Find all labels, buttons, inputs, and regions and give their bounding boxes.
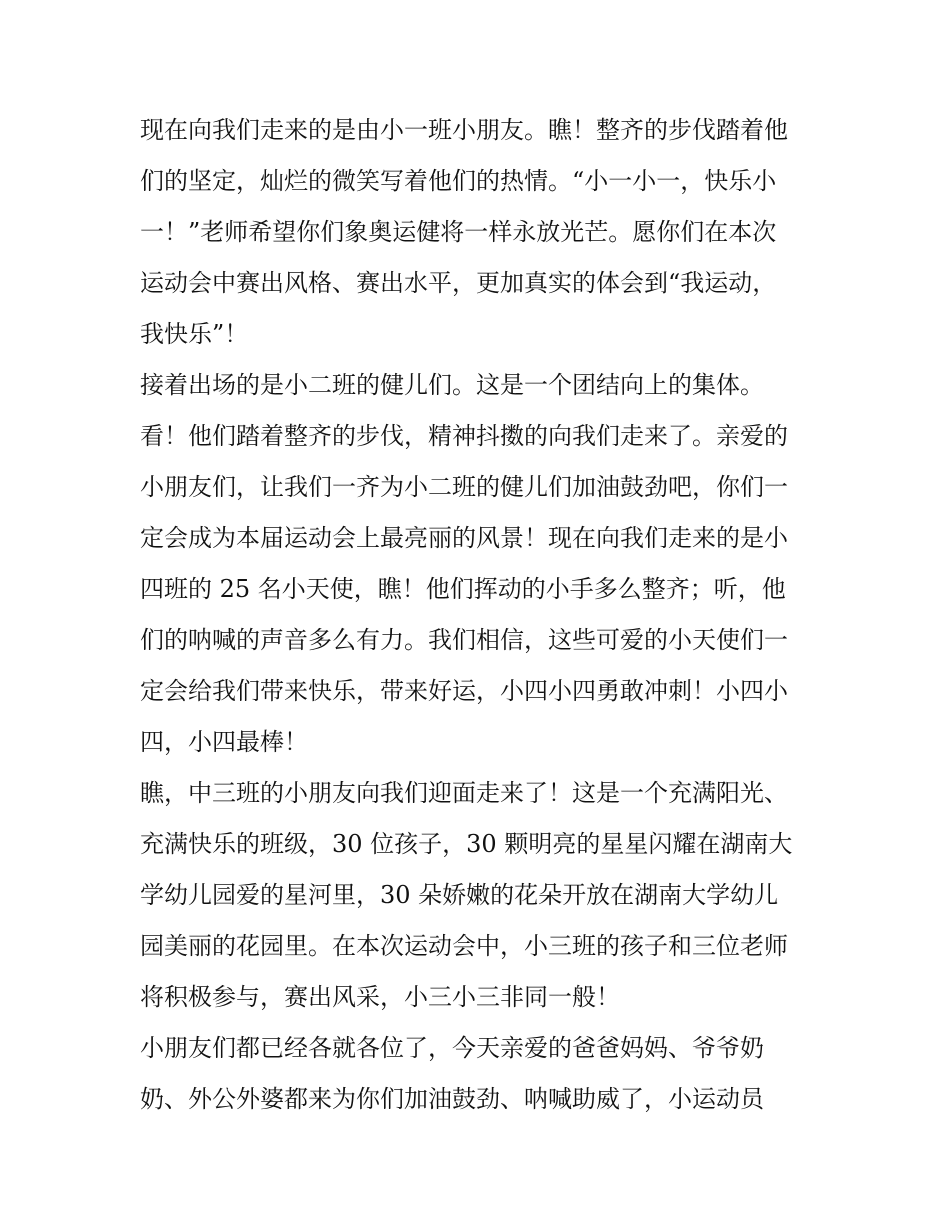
text-line: 运动会中赛出风格、赛出水平，更加真实的体会到“我运动，	[140, 269, 777, 297]
text-line: 一！”老师希望你们象奥运健将一样永放光芒。愿你们在本次	[140, 218, 777, 246]
text-line: 四班的 25 名小天使，瞧！他们挥动的小手多么整齐；听，他	[140, 575, 786, 603]
text-line: 园美丽的花园里。在本次运动会中，小三班的孩子和三位老师	[140, 932, 788, 960]
text-line: 现在向我们走来的是由小一班小朋友。瞧！整齐的步伐踏着他	[140, 116, 788, 144]
text-line: 小朋友们，让我们一齐为小二班的健儿们加油鼓劲吧，你们一	[140, 473, 788, 501]
text-line: 将积极参与，赛出风采，小三小三非同一般！	[140, 983, 620, 1011]
text-line: 们的坚定，灿烂的微笑写着他们的热情。“小一小一，快乐小	[140, 167, 777, 195]
text-line: 定会给我们带来快乐，带来好运，小四小四勇敢冲刺！小四小	[140, 677, 788, 705]
text-line: 充满快乐的班级，30 位孩子，30 颗明亮的星星闪耀在湖南大	[140, 830, 793, 858]
text-line: 四，小四最棒！	[140, 728, 308, 756]
text-line: 接着出场的是小二班的健儿们。这是一个团结向上的集体。	[140, 371, 764, 399]
text-line: 定会成为本届运动会上最亮丽的风景！现在向我们走来的是小	[140, 524, 788, 552]
text-line: 我快乐”！	[140, 320, 249, 348]
text-line: 们的呐喊的声音多么有力。我们相信，这些可爱的小天使们一	[140, 626, 788, 654]
text-line: 学幼儿园爱的星河里，30 朵娇嫩的花朵开放在湖南大学幼儿	[140, 881, 779, 909]
text-line: 奶、外公外婆都来为你们加油鼓劲、呐喊助威了，小运动员	[140, 1085, 764, 1113]
text-line: 瞧，中三班的小朋友向我们迎面走来了！这是一个充满阳光、	[140, 779, 788, 807]
text-line: 小朋友们都已经各就各位了，今天亲爱的爸爸妈妈、爷爷奶	[140, 1034, 764, 1062]
document-body	[140, 105, 820, 1125]
text-line: 看！他们踏着整齐的步伐，精神抖擞的向我们走来了。亲爱的	[140, 422, 788, 450]
